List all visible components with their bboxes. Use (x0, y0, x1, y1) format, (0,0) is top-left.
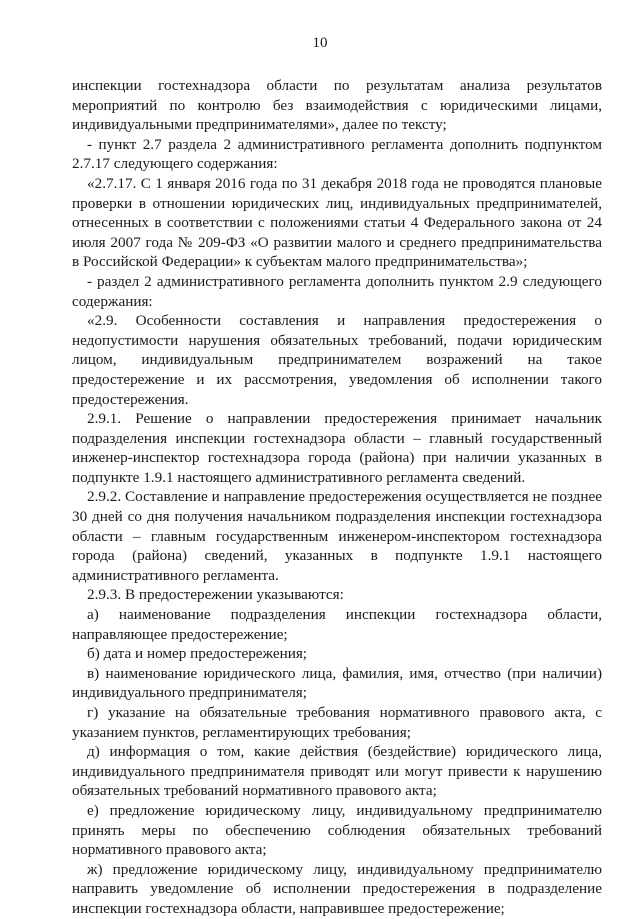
paragraph-2: - пункт 2.7 раздела 2 административного регламента дополнить подпунктом 2.7.17 следующего содержания: (72, 135, 602, 173)
document-body (72, 76, 602, 919)
page-number: 10 (312, 35, 328, 51)
list-item-v: в) наименование юридического лица, фамилия, имя, отчество (при наличии) индивидуального предпринимателя; (72, 664, 602, 702)
list-item-a: а) наименование подразделения инспекции гостехнадзора области, направляющее предостережение; (72, 606, 602, 643)
paragraph-5: «2.9. Особенности составления и направления предостережения о недопустимости нарушения обязательных требований, подачи юридическим лицом, индивидуальным предпринимателем возражений на такое предостережение и их рассмотрения, уведомления об исполнении такого предостережения. (72, 312, 602, 408)
paragraph-8: 2.9.3. В предостережении указываются: (87, 586, 344, 604)
list-item-d: д) информация о том, какие действия (бездействие) юридического лица, индивидуального предпринимателя приводят или могут привести к нарушению обязательных требований нормативного правового акта; (72, 743, 602, 800)
paragraph-1: инспекции гостехнадзора области по результатам анализа результатов мероприятий по контролю без взаимодействия с юридическими лицами, индивидуальными предпринимателями», далее по тексту; (72, 77, 602, 134)
list-item-zh: ж) предложение юридическому лицу, индивидуальному предпринимателю направить уведомление об исполнении предостережения в подразделение инспекции гостехнадзора области, направившее предостережение; (72, 860, 602, 917)
paragraph-4: - раздел 2 административного регламента дополнить пунктом 2.9 следующего содержания: (72, 272, 602, 310)
paragraph-6: 2.9.1. Решение о направлении предостережения принимает начальник подразделения инспекции гостехнадзора области – главный государственный инженер-инспектор гостехнадзора города (района) при наличии указанных в подпункте 1.9.1 настоящего административного регламента сведений. (72, 410, 602, 486)
list-item-e: е) предложение юридическому лицу, индивидуальному предпринимателю принять меры по обеспечению соблюдения обязательных требований нормативного правового акта; (72, 801, 602, 859)
paragraph-7: 2.9.2. Составление и направление предостережения осуществляется не позднее 30 дней со дня получения начальником подразделения инспекции гостехнадзора области – главным государственным инженером-инспектором гостехнадзора города (района) сведений, указанных в подпункте 1.9.1 настоящего административного регламента. (72, 488, 602, 584)
list-item-g: г) указание на обязательные требования нормативного правового акта, с указанием пунктов, регламентирующих требования; (72, 704, 602, 741)
paragraph-3: «2.7.17. С 1 января 2016 года по 31 декабря 2018 года не проводятся плановые проверки в отношении юридических лиц, индивидуальных предпринимателей, отнесенных в соответствии с положениями статьи 4 Федерального закона от 24 июля 2007 года № 209-ФЗ «О развитии малого и среднего предпринимательства в Российской Федерации» к субъектам малого предпринимательства»; (72, 174, 602, 271)
list-item-b: б) дата и номер предостережения; (87, 645, 308, 663)
